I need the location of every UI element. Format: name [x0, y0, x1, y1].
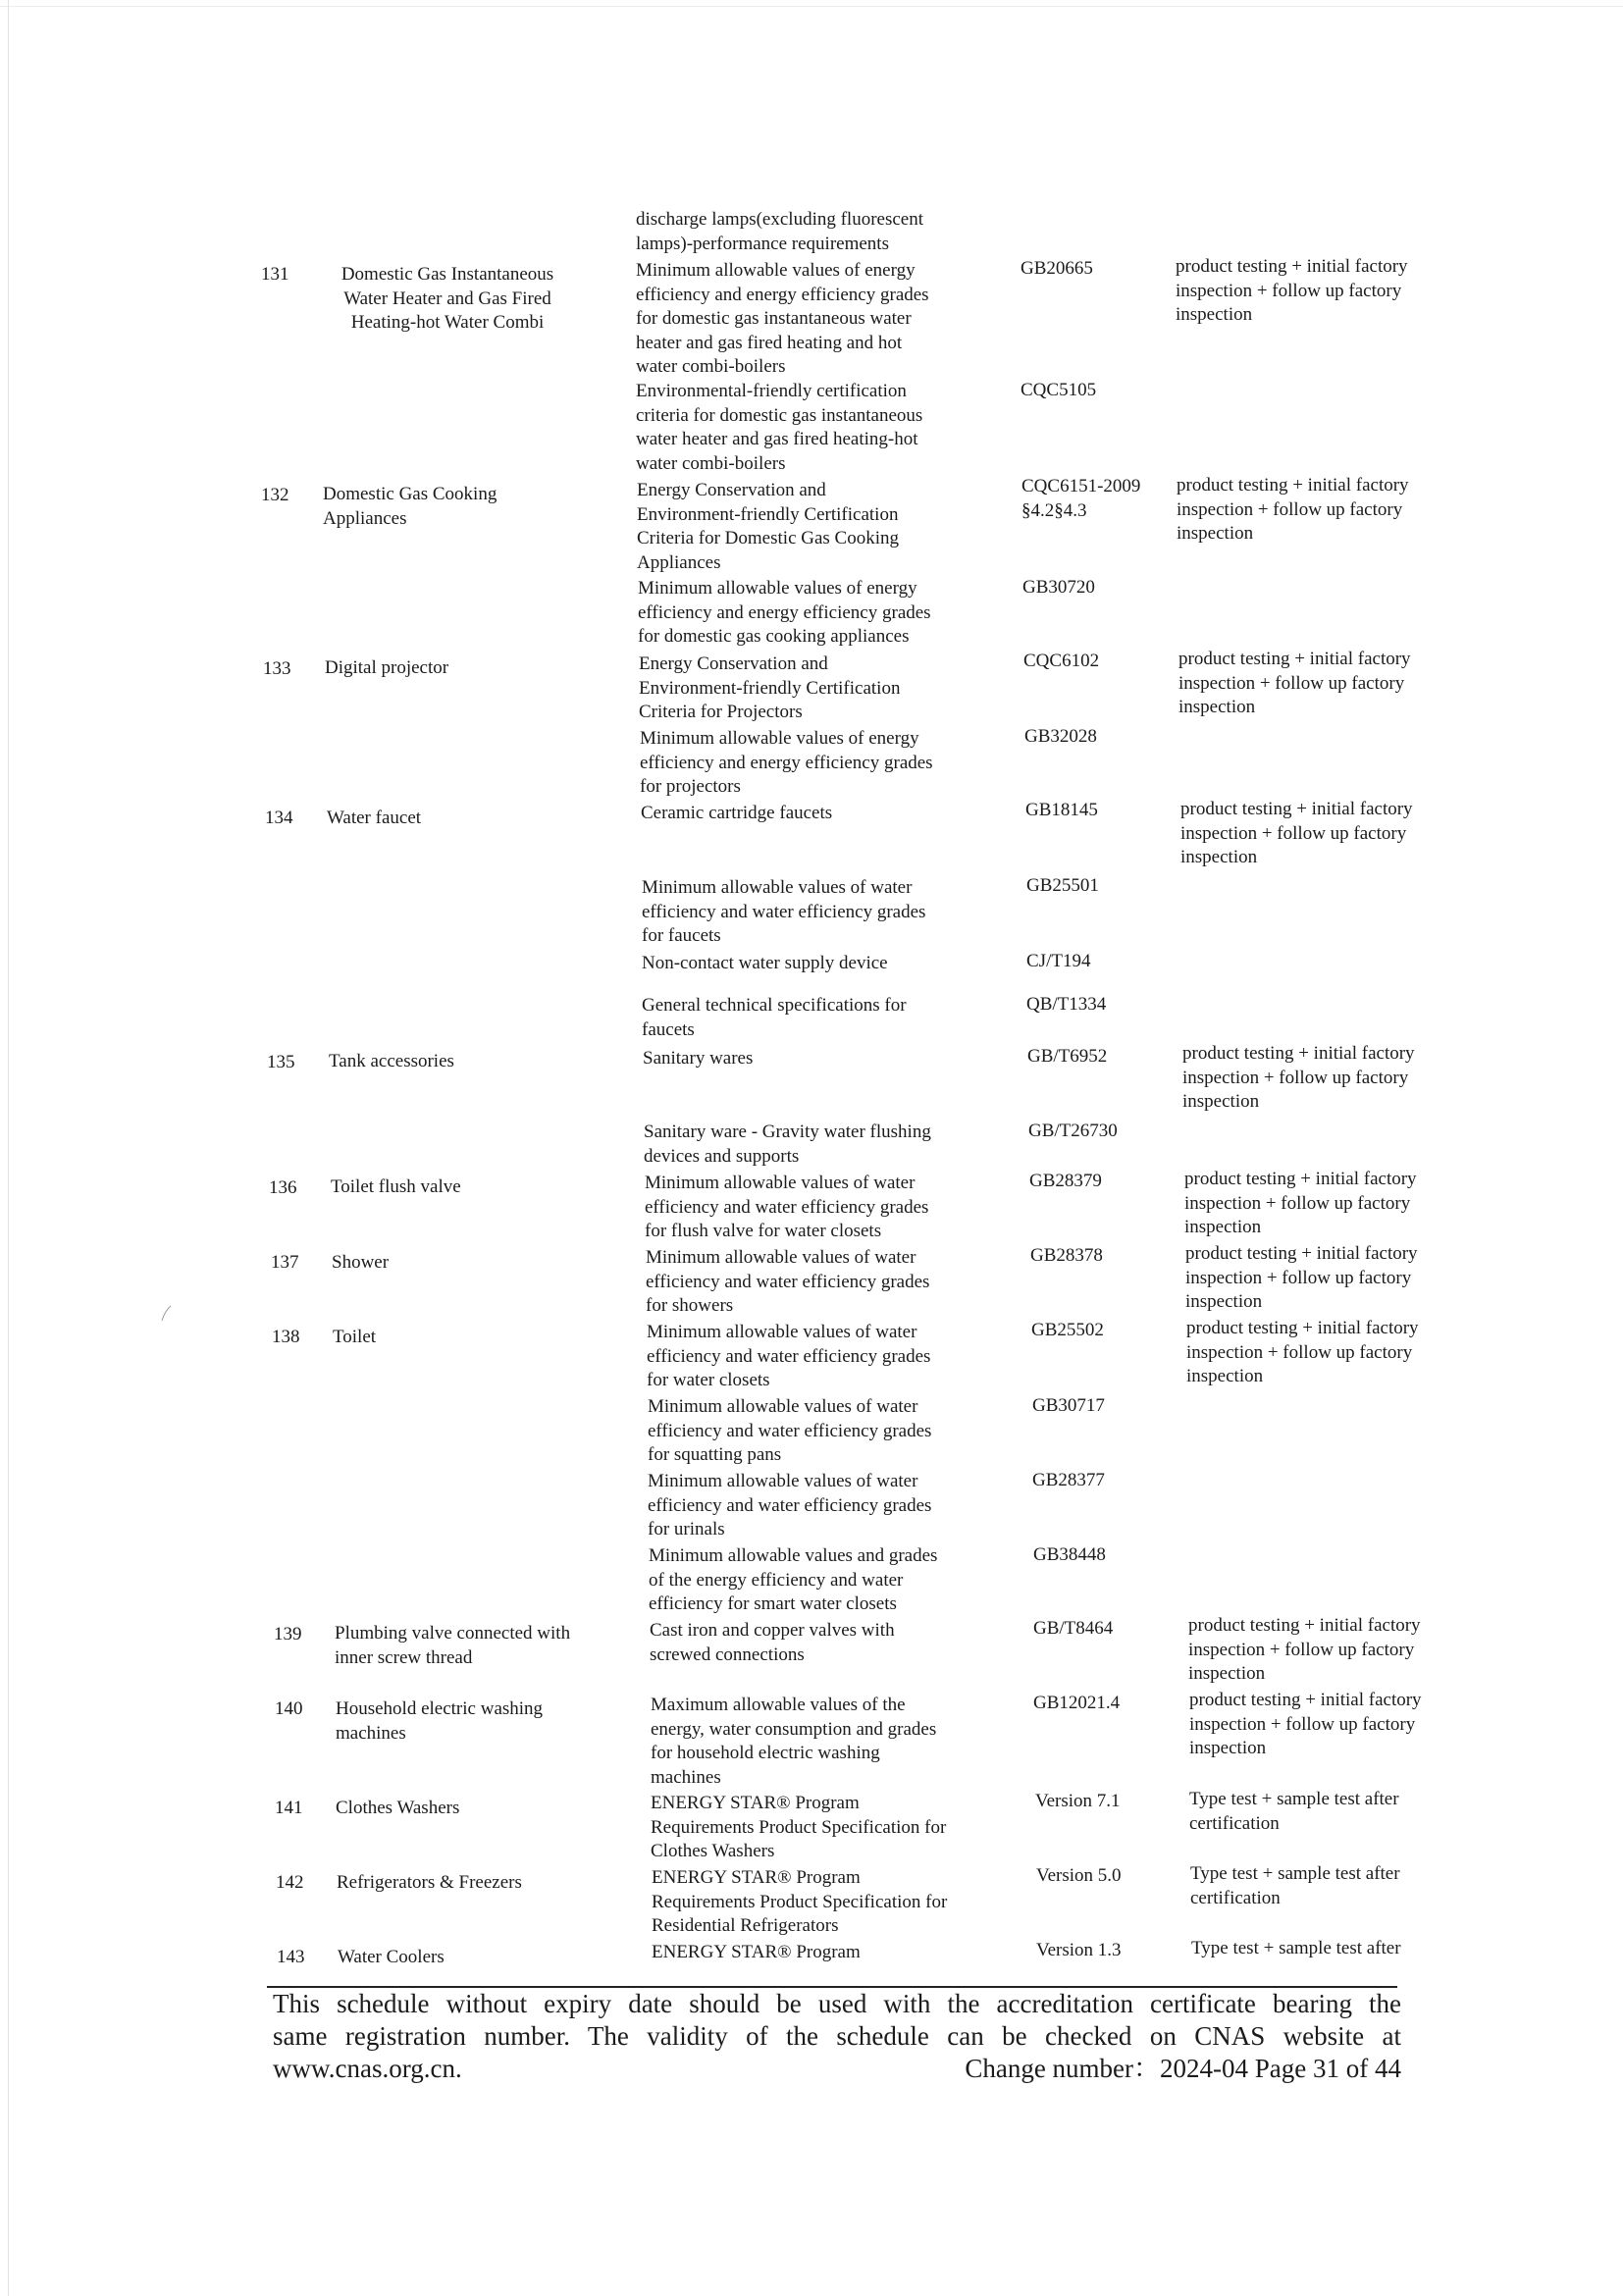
standard-name: Minimum allowable values of water efficiency and water efficiency grades for water closets — [647, 1322, 931, 1390]
standard-name: Minimum allowable values of water efficiency and water efficiency grades for showers — [646, 1247, 930, 1316]
product-name: Toilet flush valve — [331, 1176, 461, 1197]
standard-name: Sanitary ware - Gravity water flushing devices and supports — [644, 1122, 931, 1167]
standard-code: GB18145 — [1025, 800, 1098, 820]
certification-method: product testing + initial factory inspection + follow up factory inspection — [1176, 256, 1408, 325]
product-name: Household electric washing machines — [336, 1698, 544, 1744]
product-name: Tank accessories — [329, 1051, 454, 1071]
item-number: 140 — [275, 1698, 303, 1719]
product-name: Domestic Gas Instantaneous Water Heater and Gas Fired Heating-hot Water Combi — [340, 264, 554, 333]
item-number: 141 — [275, 1798, 303, 1818]
standard-name: Minimum allowable values of water efficiency and water efficiency grades for squatting pans — [648, 1396, 932, 1465]
item-number: 133 — [263, 658, 291, 679]
standard-name: Ceramic cartridge faucets — [641, 803, 833, 823]
product-name: Shower — [332, 1252, 390, 1273]
cnas-website-link[interactable]: www.cnas.org.cn. — [273, 2054, 462, 2083]
standard-name: Minimum allowable values of energy efficiency and energy efficiency grades for projectors — [640, 728, 933, 797]
certification-method: product testing + initial factory inspection + follow up factory inspection — [1182, 1043, 1415, 1112]
standard-code: GB12021.4 — [1033, 1693, 1121, 1713]
standard-code: GB25502 — [1031, 1320, 1104, 1340]
standard-name: Energy Conservation and Environment-friendly Certification Criteria for Projectors — [639, 653, 901, 722]
scan-artifact-mark — [159, 1305, 173, 1323]
standard-name: discharge lamps(excluding fluorescent lamps)-performance requirements — [636, 209, 923, 254]
product-name: Water Coolers — [338, 1947, 445, 1967]
product-name: Clothes Washers — [336, 1798, 460, 1818]
certification-method: Type test + sample test after certification — [1189, 1789, 1399, 1834]
standard-code: GB/T26730 — [1028, 1121, 1118, 1141]
change-number-page: Change number：2024-04 Page 31 of 44 — [965, 2054, 1401, 2083]
item-number: 131 — [261, 264, 289, 285]
product-name: Toilet — [333, 1327, 377, 1347]
standard-name: ENERGY STAR® Program — [652, 1942, 861, 1962]
standard-name: ENERGY STAR® Program Requirements Product Specification for Clothes Washers — [651, 1793, 947, 1861]
standard-code: CQC5105 — [1021, 380, 1097, 400]
item-number: 142 — [276, 1872, 304, 1893]
standard-name: Non-contact water supply device — [642, 953, 888, 973]
standard-code: Version 7.1 — [1035, 1791, 1121, 1811]
standard-name: Environmental-friendly certification criteria for domestic gas instantaneous water heater and gas fired heating-hot water combi-boilers — [636, 381, 923, 474]
product-name: Water faucet — [327, 808, 422, 828]
standard-name: Minimum allowable values and grades of the energy efficiency and water efficiency for smart water closets — [649, 1545, 938, 1614]
scan-left-edge — [8, 0, 9, 2296]
standard-code: Version 1.3 — [1036, 1940, 1122, 1960]
product-name: Plumbing valve connected with inner screw thread — [335, 1623, 571, 1668]
standard-name: Minimum allowable values of water efficiency and water efficiency grades for flush valve for water closets — [645, 1173, 929, 1241]
certification-method: product testing + initial factory inspection + follow up factory inspection — [1186, 1318, 1419, 1386]
item-number: 136 — [269, 1177, 297, 1198]
certification-method: product testing + initial factory inspection + follow up factory inspection — [1188, 1615, 1421, 1684]
standard-code: GB32028 — [1024, 726, 1097, 747]
standard-code: CJ/T194 — [1026, 951, 1091, 971]
footer-line-1: This schedule without expiry date should be used with the accreditation certificate bearing the — [273, 1989, 1401, 2018]
footer-note — [273, 1988, 1401, 2085]
standard-code: GB30720 — [1022, 577, 1095, 598]
certification-method: Type test + sample test after certification — [1190, 1863, 1400, 1908]
product-name: Refrigerators & Freezers — [337, 1872, 522, 1893]
standard-name: Sanitary wares — [643, 1048, 754, 1069]
standard-code: QB/T1334 — [1026, 994, 1107, 1015]
standard-code: GB/T6952 — [1027, 1046, 1108, 1067]
footer-line-3 — [273, 2053, 1401, 2085]
standard-name: Cast iron and copper valves with screwed connections — [650, 1620, 895, 1665]
certification-method: Type test + sample test after — [1191, 1938, 1401, 1958]
product-name: Domestic Gas Cooking Appliances — [323, 484, 497, 529]
scan-top-edge — [0, 6, 1623, 7]
standard-name: Maximum allowable values of the energy, water consumption and grades for household electric washing machines — [651, 1695, 937, 1788]
standard-code: GB28377 — [1032, 1470, 1105, 1490]
item-number: 143 — [277, 1947, 305, 1967]
item-number: 139 — [274, 1624, 302, 1644]
item-number: 138 — [272, 1327, 300, 1347]
item-number: 132 — [261, 485, 289, 505]
standard-code: Version 5.0 — [1036, 1865, 1122, 1886]
standard-code: GB28378 — [1030, 1245, 1103, 1266]
standard-code: GB25501 — [1026, 875, 1099, 896]
footer-line-2: same registration number. The validity of the schedule can be checked on CNAS website at — [273, 2021, 1401, 2051]
certification-method: product testing + initial factory inspection + follow up factory inspection — [1178, 649, 1411, 717]
standard-name: Minimum allowable values of energy efficiency and energy efficiency grades for domestic gas instantaneous water heater and gas fired heating and hot water combi-boilers — [636, 260, 929, 377]
standard-name: ENERGY STAR® Program Requirements Product Specification for Residential Refrigerators — [652, 1867, 948, 1936]
item-number: 135 — [267, 1052, 295, 1072]
standard-name: Energy Conservation and Environment-friendly Certification Criteria for Domestic Gas Cooking Appliances — [637, 480, 900, 573]
certification-method: product testing + initial factory inspection + follow up factory inspection — [1185, 1243, 1418, 1312]
standard-name: Minimum allowable values of water efficiency and water efficiency grades for urinals — [648, 1471, 932, 1539]
standard-code: GB28379 — [1029, 1171, 1102, 1191]
standard-name: Minimum allowable values of water efficiency and water efficiency grades for faucets — [642, 877, 926, 946]
standard-code: GB38448 — [1033, 1544, 1106, 1565]
certification-method: product testing + initial factory inspection + follow up factory inspection — [1177, 475, 1409, 544]
standard-code: GB20665 — [1021, 258, 1093, 279]
certification-method: product testing + initial factory inspection + follow up factory inspection — [1184, 1169, 1417, 1237]
standard-name: General technical specifications for faucets — [642, 995, 907, 1040]
item-number: 137 — [271, 1252, 299, 1273]
standard-code: GB/T8464 — [1033, 1618, 1114, 1639]
standard-code: GB30717 — [1032, 1395, 1105, 1416]
certification-method: product testing + initial factory inspection + follow up factory inspection — [1180, 799, 1413, 867]
product-name: Digital projector — [325, 657, 449, 678]
standard-name: Minimum allowable values of energy efficiency and energy efficiency grades for domestic gas cooking appliances — [638, 578, 931, 647]
certification-method: product testing + initial factory inspection + follow up factory inspection — [1189, 1690, 1422, 1758]
standard-code: CQC6102 — [1023, 651, 1100, 671]
standard-code: CQC6151-2009 §4.2§4.3 — [1021, 476, 1141, 521]
item-number: 134 — [265, 808, 293, 828]
